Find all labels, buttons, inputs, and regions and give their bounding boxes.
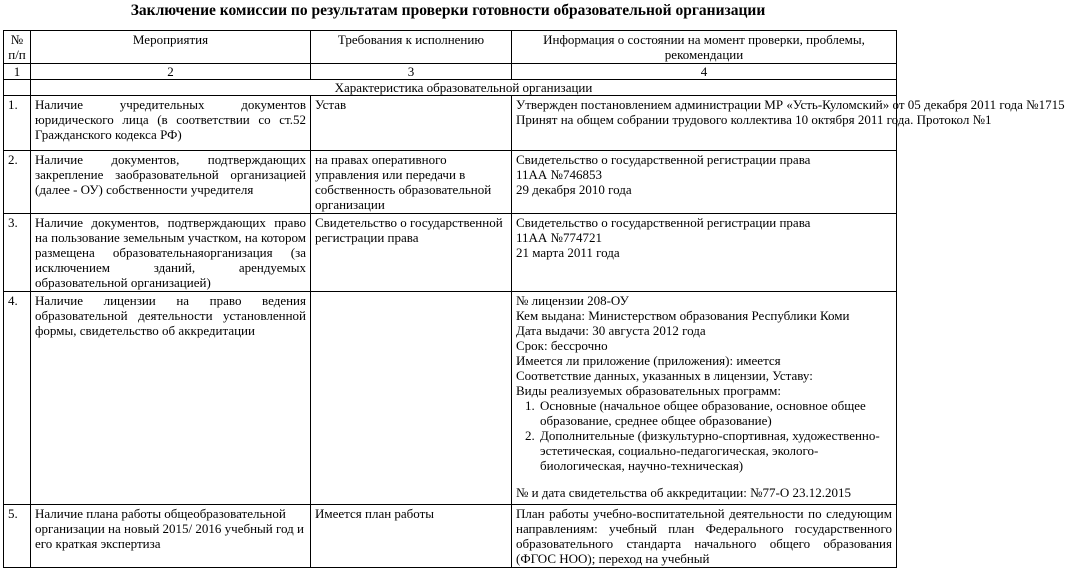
column-number-row: [4, 64, 897, 80]
row-info: [512, 214, 897, 292]
header-event: Мероприятия: [31, 31, 311, 64]
table-row: [4, 214, 897, 292]
row-requirement: Имеется план работы: [311, 505, 512, 568]
header-number: № п/п: [4, 31, 31, 64]
row-event: Наличие документов, подтверждающих закрепление заобразовательной организацией (далее - ОУ) собственности учредителя: [31, 151, 311, 214]
row-requirement: [311, 292, 512, 505]
row-event: Наличие лицензии на право ведения образовательной деятельности установленной формы, свидетельство об аккредитации: [31, 292, 311, 505]
info-line: Свидетельство о государственной регистрации права: [516, 152, 811, 167]
table-row: [4, 505, 897, 568]
table-row: [4, 96, 897, 151]
column-number-4: 4: [512, 64, 897, 80]
row-number: 5.: [4, 505, 31, 568]
info-line: Кем выдана: Министерством образования Республики Коми: [516, 308, 850, 323]
row-info: [512, 96, 1065, 151]
row-info: [512, 151, 897, 214]
row-number: 4.: [4, 292, 31, 505]
section-title: Характеристика образовательной организации: [31, 80, 897, 96]
table-row: [4, 151, 897, 214]
row-number: 2.: [4, 151, 31, 214]
row-info: [512, 505, 897, 568]
row-requirement: на правах оперативного управления или передачи в собственность образовательной организации: [311, 151, 512, 214]
info-line: Имеется ли приложение (приложения): имеется: [516, 353, 781, 368]
accreditation-line: № и дата свидетельства об аккредитации: №77-О 23.12.2015: [516, 485, 851, 500]
info-line: Дата выдачи: 30 августа 2012 года: [516, 323, 706, 338]
list-item: 1. Основные (начальное общее образование, основное общее образование, среднее общее образование): [538, 398, 892, 428]
row-info: [512, 292, 897, 505]
info-line: Срок: бессрочно: [516, 338, 608, 353]
info-line: Принят на общем собрании трудового коллектива 10 октября 2011 года. Протокол №1: [516, 112, 992, 127]
table-row: [4, 292, 897, 505]
row-event: Наличие плана работы общеобразовательной организации на новый 2015/ 2016 учебный год и его краткая экспертиза: [31, 505, 311, 568]
row-event: Наличие учредительных документов юридического лица (в соответствии со ст.52 Гражданского кодекса РФ): [31, 96, 311, 151]
info-line: Виды реализуемых образовательных программ:: [516, 383, 781, 398]
info-line: 11АА №774721: [516, 230, 602, 245]
row-number: 1.: [4, 96, 31, 151]
info-line: Свидетельство о государственной регистрации права: [516, 215, 811, 230]
header-row: [4, 31, 897, 64]
column-number-1: 1: [4, 64, 31, 80]
programs-list: [516, 398, 892, 473]
info-line: 21 марта 2011 года: [516, 245, 620, 260]
header-requirement: Требования к исполнению: [311, 31, 512, 64]
row-number: 3.: [4, 214, 31, 292]
row-event: Наличие документов, подтверждающих право на пользование земельным участком, на котором размещена образовательнаяорганизация (за исключением зданий, арендуемых образовательной организацией): [31, 214, 311, 292]
inspection-table: [3, 30, 1065, 568]
list-item: 2. Дополнительные (физкультурно-спортивная, художественно-эстетическая, социально-педагогическая, эколого-биологическая, научно-техническая): [538, 428, 892, 473]
info-line: Утвержден постановлением администрации МР «Усть-Куломский» от 05 декабря 2011 года №1715: [516, 97, 1065, 112]
info-line: План работы учебно-воспитательной деятельности по следующим направлениям: учебный план Федерального государственного образовательного стандарта начального общего образования (ФГОС НОО); переход на учебный: [516, 506, 892, 566]
column-number-2: 2: [31, 64, 311, 80]
column-number-3: 3: [311, 64, 512, 80]
row-requirement: Устав: [311, 96, 512, 151]
info-line: № лицензии 208-ОУ: [516, 293, 629, 308]
row-requirement: Свидетельство о государственной регистрации права: [311, 214, 512, 292]
document-title: Заключение комиссии по результатам проверки готовности образовательной организации: [130, 2, 766, 19]
section-row: [4, 80, 897, 96]
info-line: 29 декабря 2010 года: [516, 182, 632, 197]
info-line: 11АА №746853: [516, 167, 602, 182]
info-line: Соответствие данных, указанных в лицензии, Уставу:: [516, 368, 813, 383]
header-info: Информация о состоянии на момент проверки, проблемы, рекомендации: [512, 31, 897, 64]
